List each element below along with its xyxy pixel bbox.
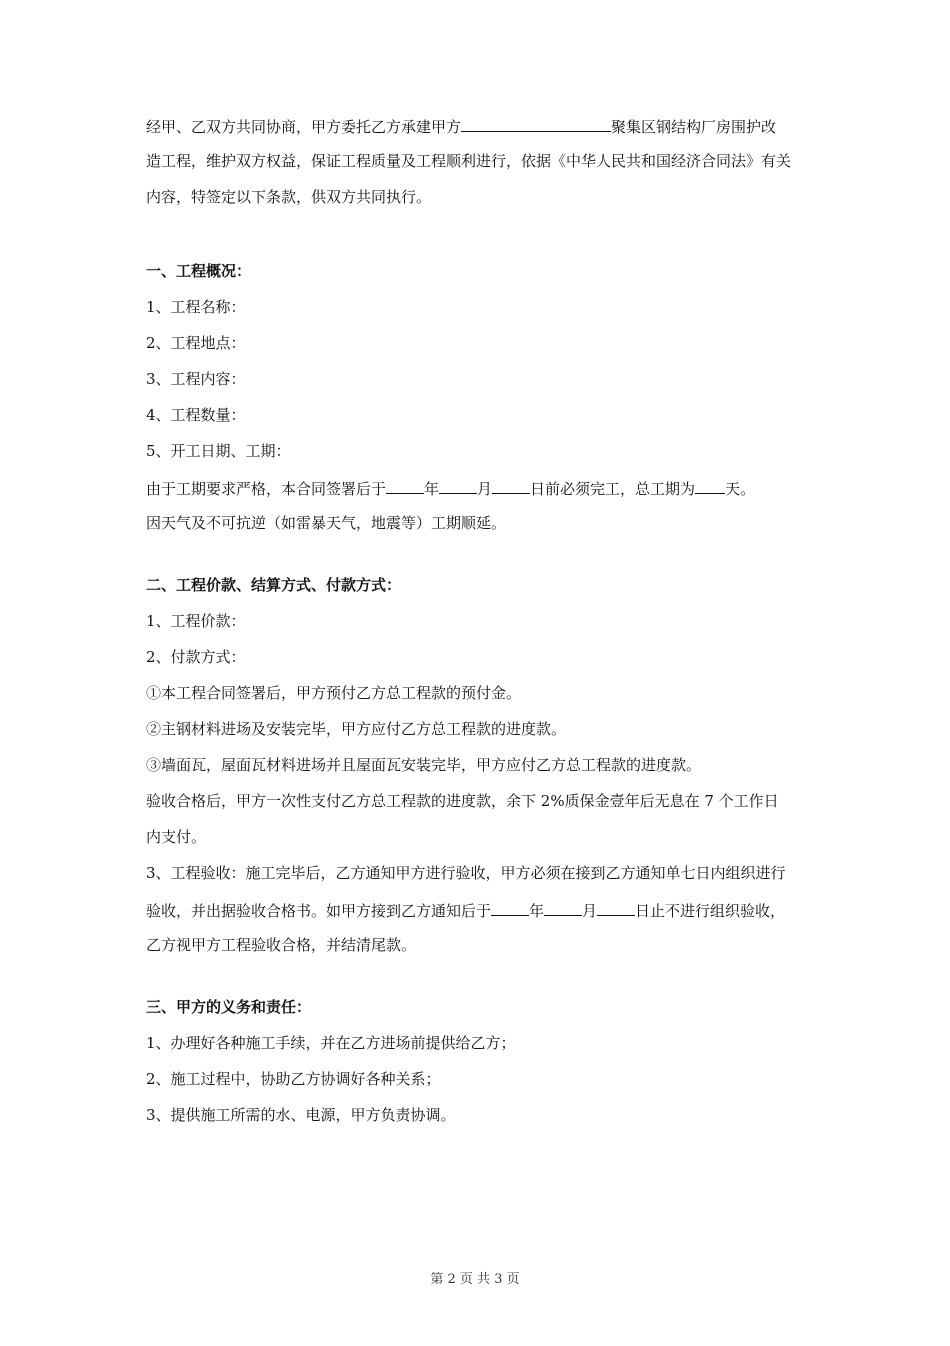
days-label: 天。 — [725, 480, 756, 498]
acceptance-text: 验收，并出据验收合格书。如甲方接到乙方通知后于 — [146, 902, 492, 920]
section2-heading: 二、工程价款、结算方式、付款方式： — [146, 576, 402, 594]
acc-day-blank[interactable] — [597, 897, 635, 916]
acceptance-line-1: 3、工程验收：施工完毕后，乙方通知甲方进行验收，甲方必须在接到乙方通知单七日内组织进行 — [146, 864, 786, 882]
day-blank[interactable] — [492, 475, 530, 494]
year-blank[interactable] — [386, 475, 424, 494]
month-blank[interactable] — [439, 475, 477, 494]
acc-year-blank[interactable] — [491, 897, 529, 916]
list-item: 4、工程数量： — [146, 406, 246, 424]
list-item: 2、工程地点： — [146, 334, 246, 352]
delay-line: 因天气及不可抗逆（如雷暴天气，地震等）工期顺延。 — [146, 514, 507, 532]
acceptance-line-3: 乙方视甲方工程验收合格，并结清尾款。 — [146, 936, 417, 954]
list-item: 1、工程名称： — [146, 298, 246, 316]
list-item: 3、工程内容： — [146, 370, 246, 388]
list-item: ①本工程合同签署后，甲方预付乙方总工程款的预付金。 — [146, 684, 522, 702]
days-blank[interactable] — [695, 475, 725, 494]
intro-text-1b: 聚集区钢结构厂房围护改 — [611, 118, 777, 136]
acc-month-blank[interactable] — [544, 897, 582, 916]
client-name-blank[interactable] — [461, 113, 611, 132]
list-item: ③墙面瓦，屋面瓦材料进场并且屋面瓦安装完毕，甲方应付乙方总工程款的进度款。 — [146, 756, 702, 774]
year-label: 年 — [424, 480, 440, 498]
section3-heading: 三、甲方的义务和责任： — [146, 998, 312, 1016]
list-item: 2、付款方式： — [146, 648, 246, 666]
intro-line-3: 内容，特签定以下条款，供双方共同执行。 — [146, 188, 432, 206]
list-item: 1、办理好各种施工手续，并在乙方进场前提供给乙方； — [146, 1034, 516, 1052]
list-item: 1、工程价款： — [146, 612, 246, 630]
list-item: ②主钢材料进场及安装完毕，甲方应付乙方总工程款的进度款。 — [146, 720, 567, 738]
list-item: 内支付。 — [146, 828, 207, 846]
page-footer: 第 2 页 共 3 页 — [430, 1272, 520, 1287]
intro-line-2: 造工程，维护双方权益，保证工程质量及工程顺利进行，依据《中华人民共和国经济合同法》有关 — [146, 152, 792, 170]
month-label: 月 — [477, 480, 493, 498]
day-text: 日前必须完工，总工期为 — [530, 480, 696, 498]
list-item: 2、施工过程中，协助乙方协调好各种关系； — [146, 1070, 441, 1088]
list-item: 5、开工日期、工期： — [146, 442, 291, 460]
intro-text-1a: 经甲、乙双方共同协商，甲方委托乙方承建甲方 — [146, 118, 462, 136]
list-item: 验收合格后，甲方一次性支付乙方总工程款的进度款，余下 2%质保金壹年后无息在 7 个工作日 — [146, 792, 779, 810]
section1-heading: 一、工程概况： — [146, 262, 252, 280]
intro-paragraph — [146, 113, 818, 209]
section-client-duties — [146, 995, 818, 1127]
acc-day-text: 日止不进行组织验收， — [635, 902, 786, 920]
document-page — [146, 113, 818, 1127]
deadline-text: 由于工期要求严格，本合同签署后于 — [146, 480, 387, 498]
intro-line-1 — [146, 113, 818, 137]
section-price-payment — [146, 573, 818, 957]
acceptance-line-2 — [146, 897, 818, 921]
acc-year-label: 年 — [529, 902, 545, 920]
deadline-line — [146, 475, 818, 499]
acc-month-label: 月 — [582, 902, 598, 920]
section-project-overview — [146, 259, 818, 535]
list-item: 3、提供施工所需的水、电源，甲方负责协调。 — [146, 1106, 456, 1124]
